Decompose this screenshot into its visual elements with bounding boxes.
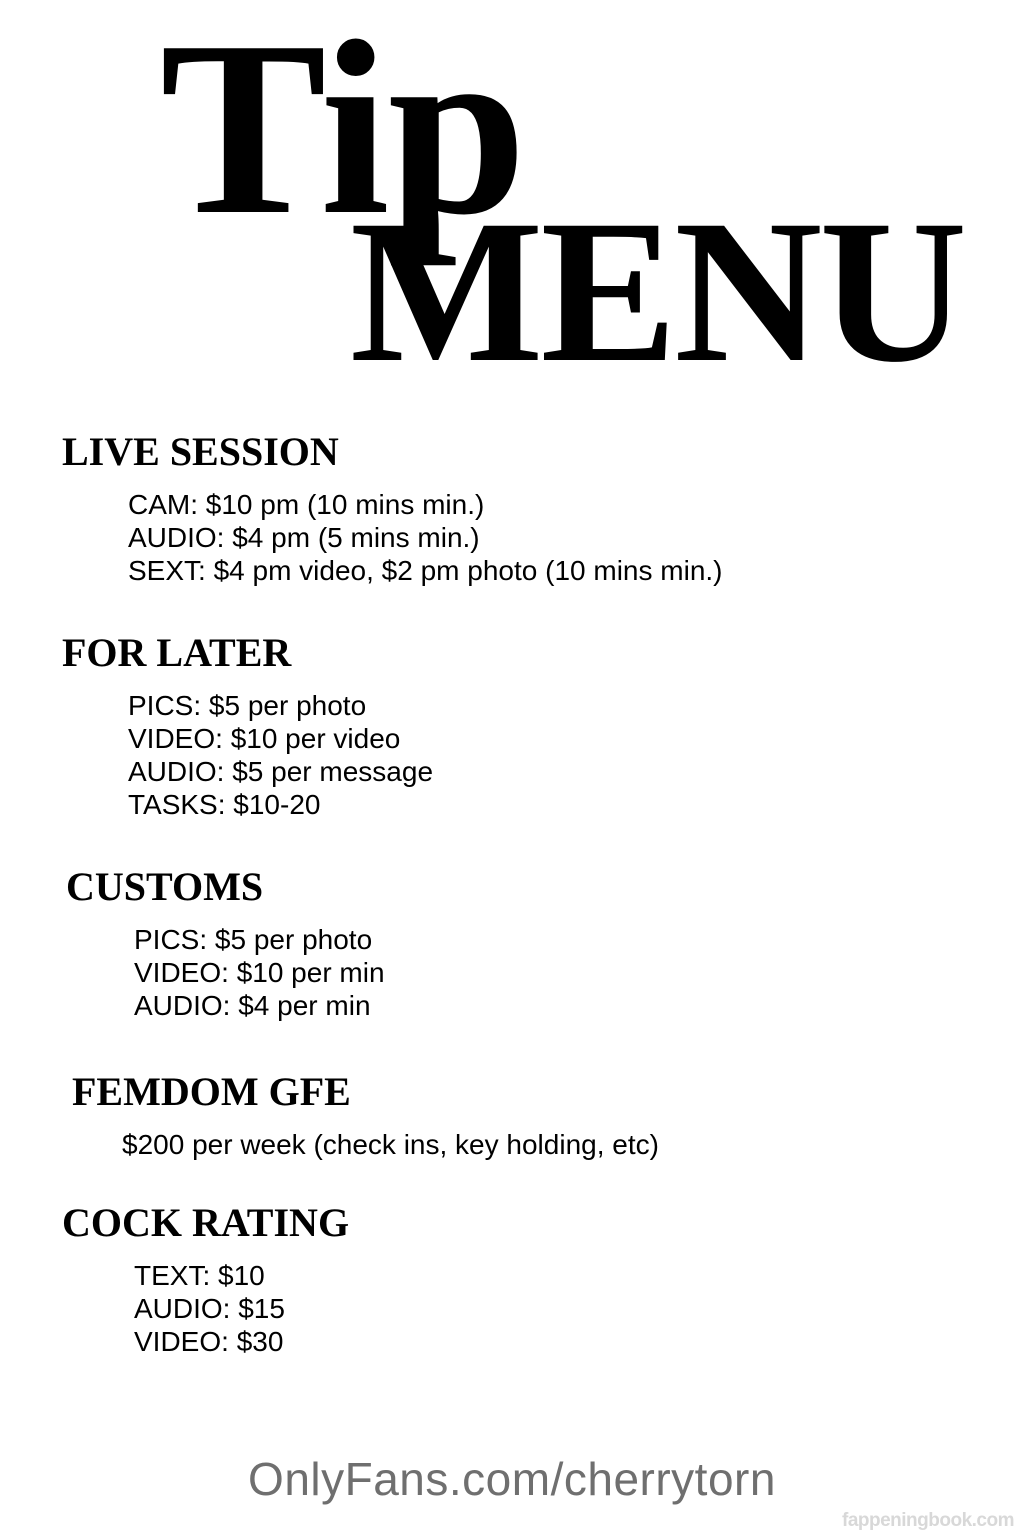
price-line: VIDEO: $30: [134, 1326, 284, 1358]
footer: [0, 1452, 1024, 1506]
price-line: AUDIO: $4 pm (5 mins min.): [128, 522, 480, 554]
section-cock-rating: [0, 1201, 1024, 1358]
onlyfans-url: OnlyFans.com/cherrytorn: [248, 1453, 776, 1505]
price-line: TASKS: $10-20: [128, 789, 321, 821]
price-line: AUDIO: $15: [134, 1293, 285, 1325]
section-lines: [134, 1259, 1024, 1358]
section-live-session: [0, 430, 1024, 587]
section-lines: [128, 689, 1024, 821]
site-watermark: fappeningbook.com: [842, 1510, 1014, 1531]
price-line: AUDIO: $4 per min: [134, 990, 371, 1022]
section-lines: [122, 1128, 1024, 1161]
section-for-later: [0, 631, 1024, 821]
price-line: PICS: $5 per photo: [128, 690, 367, 722]
section-customs: [0, 865, 1024, 1022]
section-heading: LIVE SESSION: [62, 429, 339, 474]
price-line: TEXT: $10: [134, 1260, 265, 1292]
section-heading: FEMDOM GFE: [72, 1069, 351, 1115]
price-line: AUDIO: $5 per message: [128, 756, 434, 788]
title-line-1: Tip: [160, 0, 525, 267]
section-lines: [134, 923, 1024, 1022]
price-line: CAM: $10 pm (10 mins min.): [128, 489, 485, 520]
title-line-2: MENU: [350, 178, 965, 405]
price-line: VIDEO: $10 per video: [128, 723, 401, 755]
section-heading: CUSTOMS: [66, 864, 264, 910]
price-line: SEXT: $4 pm video, $2 pm photo (10 mins min.): [128, 555, 723, 587]
section-femdom-gfe: [0, 1070, 1024, 1161]
price-line: $200 per week (check ins, key holding, etc): [122, 1129, 659, 1161]
section-heading: COCK RATING: [62, 1200, 350, 1246]
title-block: [0, 0, 1024, 405]
section-heading: FOR LATER: [62, 630, 292, 676]
price-line: PICS: $5 per photo: [134, 924, 373, 956]
menu-sections: [0, 430, 1024, 1358]
price-line: VIDEO: $10 per min: [134, 957, 385, 989]
section-lines: [128, 488, 1024, 587]
